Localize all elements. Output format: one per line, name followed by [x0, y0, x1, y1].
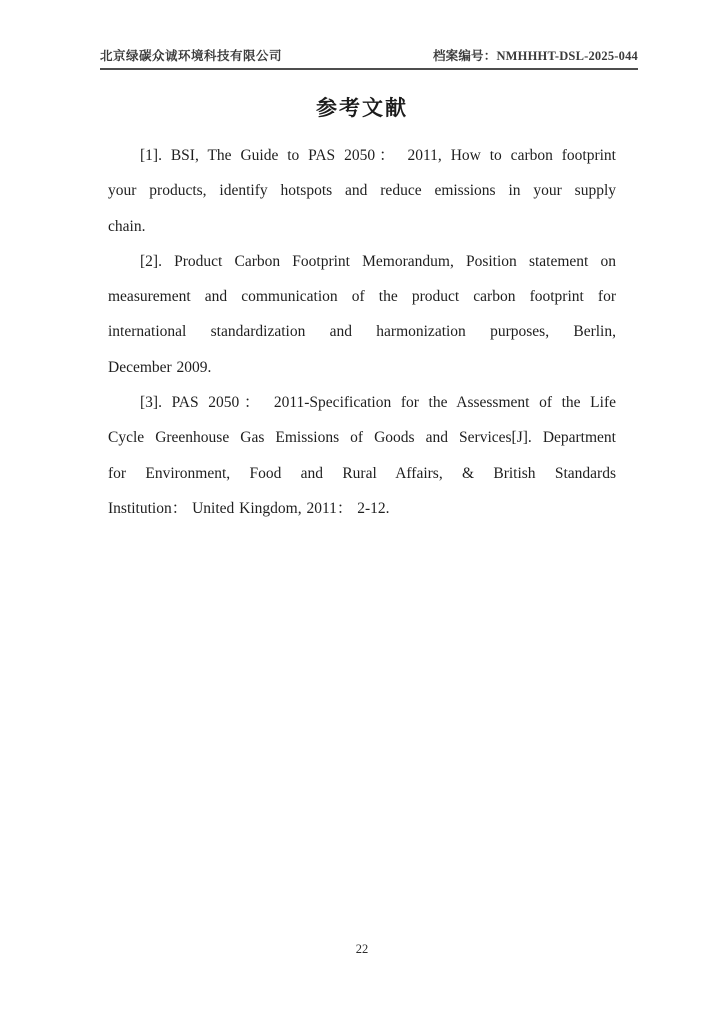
references-list — [108, 138, 616, 526]
reference-item — [108, 138, 616, 244]
reference-item — [108, 385, 616, 526]
page-header — [100, 48, 638, 70]
reference-line: Cycle Greenhouse Gas Emissions of Goods and Services[J]. Department — [108, 429, 616, 447]
reference-line: your products, identify hotspots and reduce emissions in your supply — [108, 182, 616, 200]
reference-line: [3]. PAS 2050： 2011-Specification for the Assessment of the Life — [140, 394, 616, 412]
company-name: 北京绿碳众诚环境科技有限公司 — [100, 49, 283, 63]
reference-item — [108, 244, 616, 385]
reference-line: chain. — [108, 217, 146, 235]
reference-line: December 2009. — [108, 358, 212, 376]
page-number: 22 — [355, 942, 369, 956]
page-footer — [0, 941, 724, 957]
section-title: 参考文献 — [316, 96, 408, 120]
reference-line: [1]. BSI, The Guide to PAS 2050： 2011, How to carbon footprint — [140, 147, 616, 164]
doc-number — [433, 48, 638, 64]
doc-number-value: NMHHHT-DSL-2025-044 — [496, 49, 638, 63]
reference-line: international standardization and harmonization purposes, Berlin, — [108, 323, 616, 341]
reference-line: Institution： United Kingdom, 2011： 2-12. — [108, 499, 390, 517]
reference-line: measurement and communication of the product carbon footprint for — [108, 288, 616, 306]
reference-line: [2]. Product Carbon Footprint Memorandum, Position statement on — [140, 252, 616, 270]
reference-line: for Environment, Food and Rural Affairs, & British Standards — [108, 464, 616, 482]
doc-number-label: 档案编号： — [432, 49, 497, 63]
